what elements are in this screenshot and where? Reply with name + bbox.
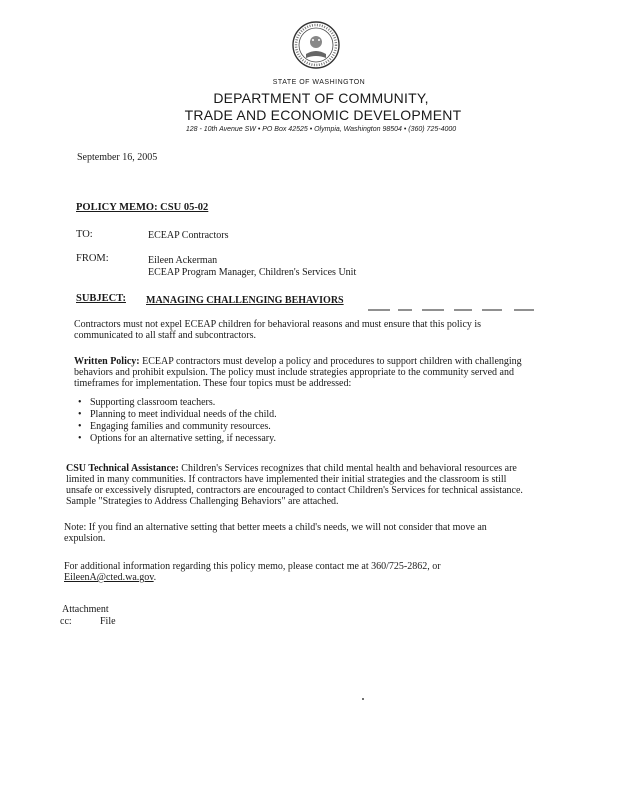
subject-label: SUBJECT: [76, 293, 126, 304]
contact-email-link[interactable]: EileenA@cted.wa.gov [64, 572, 154, 583]
contact-text: For additional information regarding this policy memo, please contact me at 360/725-2862, or [64, 561, 441, 572]
technical-assistance-paragraph [66, 463, 528, 507]
list-item: • Supporting classroom teachers. [78, 397, 277, 409]
note-paragraph: Note: If you find an alternative setting that better meets a child's needs, we will not consider that move an expulsion. [64, 522, 487, 544]
department-name-line1: DEPARTMENT OF COMMUNITY, [213, 90, 429, 106]
subject-value: MANAGING CHALLENGING BEHAVIORS [146, 295, 344, 306]
state-name: STATE OF WASHINGTON [272, 79, 366, 86]
from-name: Eileen Ackerman [148, 255, 218, 266]
scan-speck [362, 698, 364, 700]
from-label: FROM: [76, 253, 109, 264]
state-seal-icon [291, 20, 341, 70]
attachment-label: Attachment [62, 604, 109, 615]
cc-label: cc: [60, 616, 72, 627]
technical-assistance-label: CSU Technical Assistance: [66, 463, 179, 474]
required-topics-list [78, 397, 277, 445]
contact-end: . [153, 572, 157, 583]
written-policy-text: ECEAP contractors must develop a policy and procedures to support children with challenging behaviors and prohibit expulsion. The policy must include strategies appropriate to the community served and timeframes for implementation. These four topics must be addressed: [74, 356, 522, 389]
subject-underline [368, 306, 536, 314]
to-label: TO: [76, 229, 93, 240]
list-item: • Planning to meet individual needs of the child. [78, 409, 277, 421]
list-item: • Options for an alternative setting, if necessary. [78, 433, 277, 445]
from-title: ECEAP Program Manager, Children's Services Unit [148, 267, 357, 278]
cc-value: File [100, 616, 116, 627]
written-policy-label: Written Policy: [74, 356, 140, 367]
memo-date: September 16, 2005 [77, 152, 158, 163]
list-item: • Engaging families and community resources. [78, 421, 277, 433]
technical-assistance-text: Children's Services recognizes that child mental health and behavioral resources are limited in many communities. If contractors have implemented their initial strategies and the classroom is still unsafe or excessively disrupted, contractors are encouraged to contact Children's Services for technical assistance. Sample "Strategies to Address Challenging Behaviors" are attached. [66, 463, 523, 507]
written-policy-paragraph [74, 356, 529, 389]
department-address: 128 - 10th Avenue SW • PO Box 42525 • Olympia, Washington 98504 • (360) 725-4000 [185, 126, 457, 133]
memo-title: POLICY MEMO: CSU 05-02 [76, 202, 209, 213]
to-value: ECEAP Contractors [148, 230, 229, 241]
department-name-line2: TRADE AND ECONOMIC DEVELOPMENT [184, 107, 462, 123]
contact-paragraph [64, 561, 524, 583]
expulsion-policy-paragraph: Contractors must not expel ECEAP children for behavioral reasons and must ensure that this policy is communicated to all staff and subcontractors. [74, 319, 482, 341]
